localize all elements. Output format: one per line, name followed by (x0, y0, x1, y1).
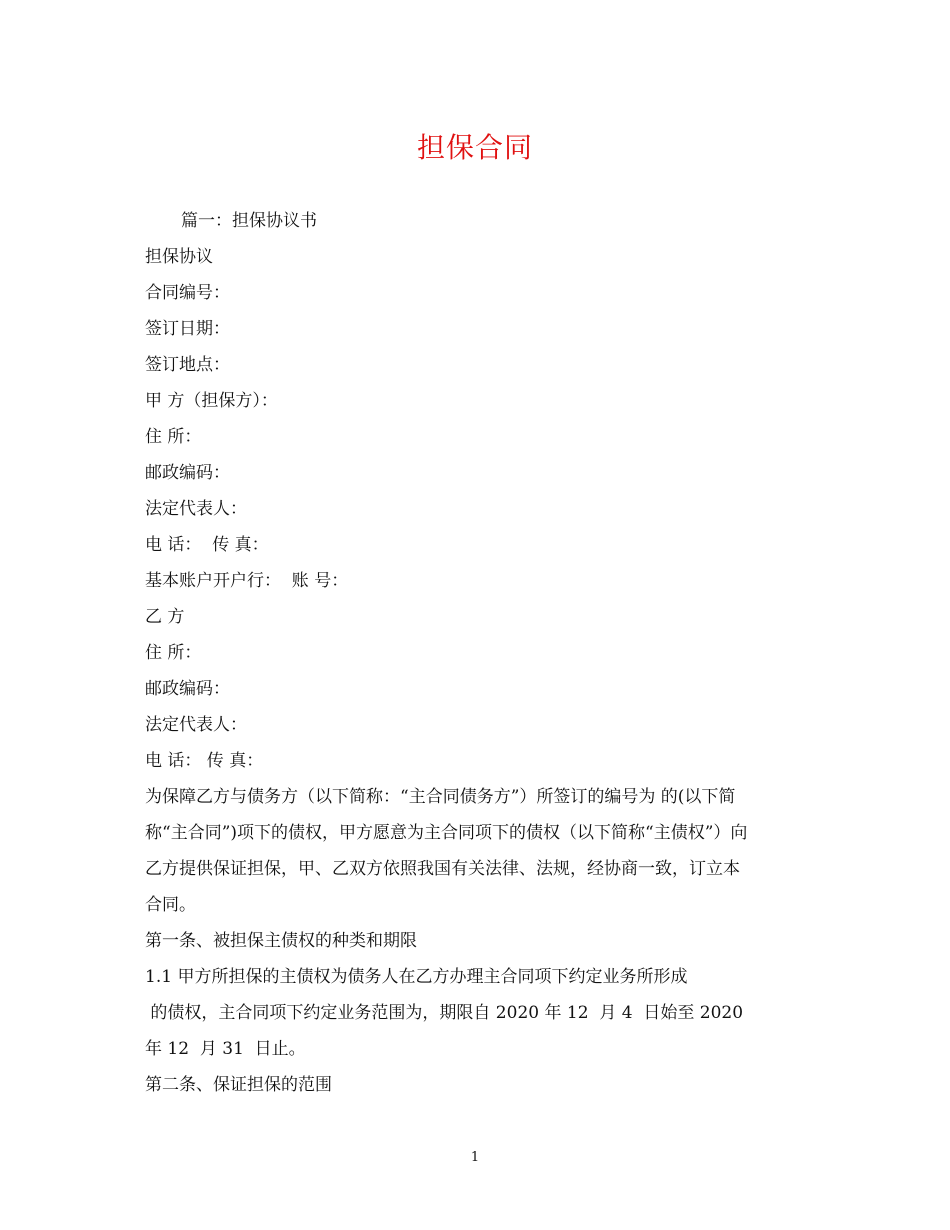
preamble-line: 为保障乙方与债务方（以下简称：“主合同债务方”）所签订的编号为 的(以下简 (145, 787, 736, 807)
article-clause-line: 年 12 月 31 日止。 (145, 1039, 306, 1059)
party-a-representative-field: 法定代表人： (145, 499, 247, 519)
party-b-phone-fax-field: 电 话： 传 真： (145, 751, 264, 771)
party-b-postcode-field: 邮政编码： (145, 679, 230, 699)
party-b-address-field: 住 所： (145, 643, 202, 663)
party-b-representative-field: 法定代表人： (145, 715, 247, 735)
article-clause-line: 的债权，主合同项下约定业务范围为，期限自 2020 年 12 月 4 日始至 2020 (145, 1003, 744, 1023)
page-number: 1 (470, 1150, 480, 1165)
agreement-heading: 担保协议 (145, 247, 213, 267)
signing-place-field: 签订地点： (145, 355, 230, 375)
party-a-bank-account-field: 基本账户开户行： 账 号： (145, 571, 349, 591)
party-a-field: 甲 方（担保方）： (145, 391, 278, 411)
party-a-postcode-field: 邮政编码： (145, 463, 230, 483)
document-title: 担保合同 (416, 131, 533, 164)
article-clause-line: 1.1 甲方所担保的主债权为债务人在乙方办理主合同项下约定业务所形成 (145, 967, 688, 987)
party-a-phone-fax-field: 电 话： 传 真： (145, 535, 269, 555)
preamble-line: 乙方提供保证担保，甲、乙双方依照我国有关法律、法规，经协商一致，订立本 (145, 859, 740, 879)
preamble-line: 称“主合同”)项下的债权，甲方愿意为主合同项下的债权（以下简称“主债权”）向 (145, 823, 748, 843)
party-b-field: 乙 方 (145, 607, 185, 627)
document-body (145, 203, 805, 1103)
signing-date-field: 签订日期： (145, 319, 230, 339)
preamble-line: 合同。 (145, 895, 196, 915)
section-heading: 篇一：担保协议书 (181, 211, 317, 231)
article-heading: 第一条、被担保主债权的种类和期限 (145, 931, 417, 951)
contract-number-field: 合同编号： (145, 283, 230, 303)
party-a-address-field: 住 所： (145, 427, 202, 447)
article-heading: 第二条、保证担保的范围 (145, 1075, 332, 1095)
